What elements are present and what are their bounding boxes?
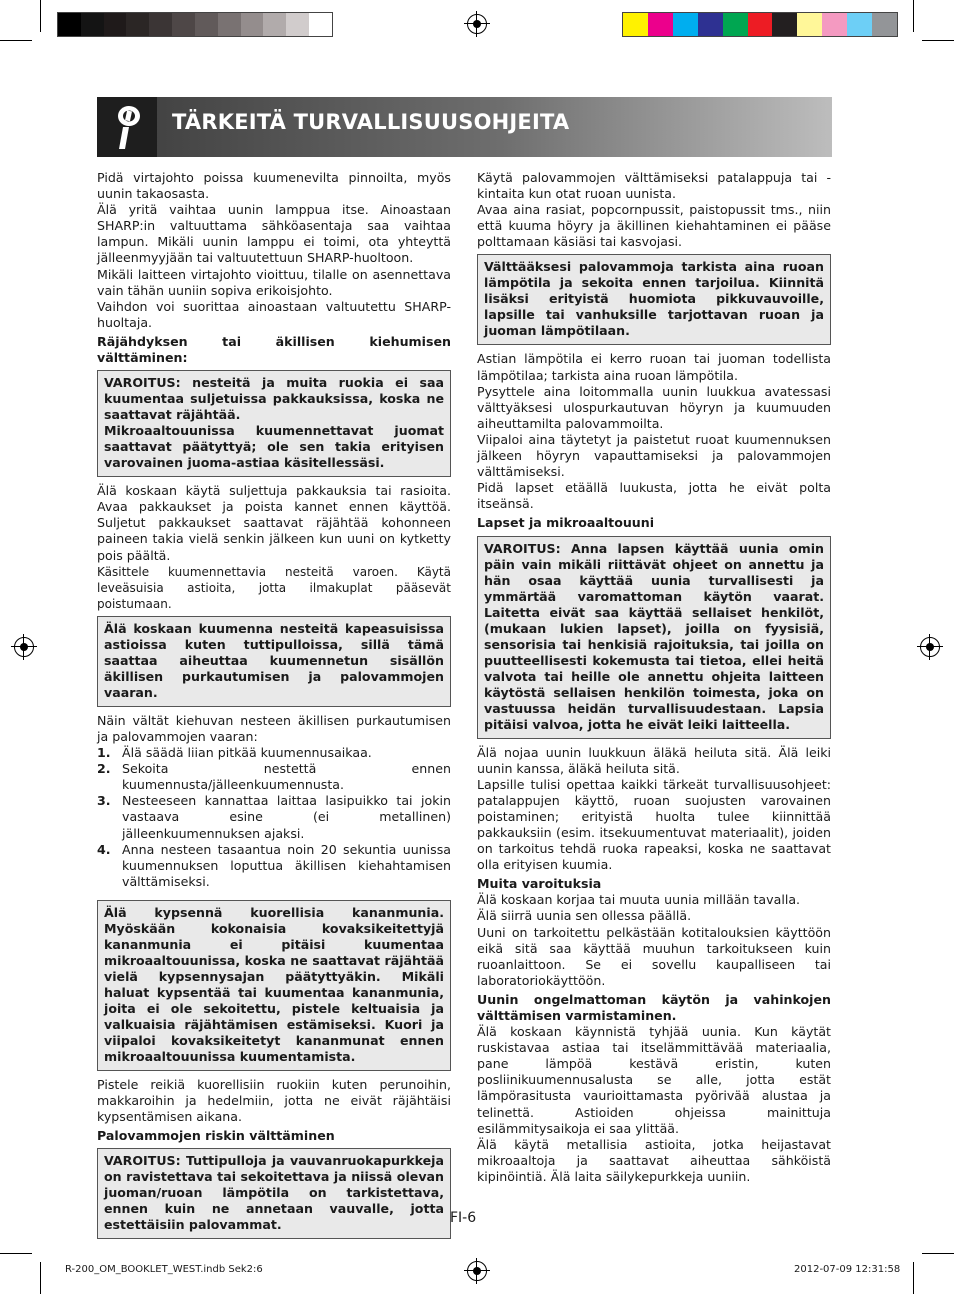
crop-mark (40, 0, 41, 32)
section-heading: Palovammojen riskin välttäminen (97, 1128, 335, 1144)
warning-text: Mikroaaltouunissa kuumennettavat juomat saattavat päätyttyä; ole sen takia erityisen varovainen juoma-astiaa käsitellessäsi. (104, 423, 444, 471)
paragraph: Näin vältät kiehuvan nesteen äkillisen purkautumisen ja palovammojen vaaran: (97, 712, 451, 744)
section-heading: Uunin ongelmattoman käytön ja vahinkojen välttämisen varmistaminen. (477, 991, 831, 1023)
grayscale-calibration-bar (57, 12, 333, 37)
paragraph: Uuni on tarkoitettu pelkästään kotitalouksien käyttöön eikä sitä saa käyttää muuhun tarkoitukseen kuin ruoanlaittoon. Se ei sovellu kaupalliseen tai laboratoriokäyttöön. (477, 924, 831, 988)
color-swatch (648, 13, 673, 36)
color-swatch (822, 13, 847, 36)
paragraph: Pidä lapset etäällä luukusta, jotta he eivät polta itseänsä. (477, 480, 831, 512)
warning-text: Välttääksesi palovammoja tarkista aina ruoan lämpötila ja sekoita ennen tarjoilua. Kiinnitä lisäksi erityistä huomiota pikkuvauvoille, lapsille tai vanhuksille tarjottavan ruoan ja juoman lämpötilaan. (484, 259, 824, 339)
paragraph: Avaa aina rasiat, popcornpussit, paistopussit tms., niin että kuuma höyry ja äkillinen kiehahtaminen ei pääse polttamaan käsiäsi tai kasvojasi. (477, 202, 831, 250)
paragraph: Älä koskaan korjaa tai muuta uunia millään tavalla. (477, 892, 801, 908)
gray-swatch (286, 13, 309, 36)
color-swatch (847, 13, 872, 36)
color-swatch (698, 13, 723, 36)
list-item: 2. Sekoita nestettä ennen kuumennusta/jälleenkuumennusta. (97, 761, 451, 793)
gray-swatch (241, 13, 264, 36)
warning-box (97, 616, 451, 707)
crop-mark (40, 1262, 41, 1294)
color-swatch (872, 13, 897, 36)
crop-mark (922, 1253, 954, 1254)
crop-mark (913, 1262, 914, 1294)
color-swatch (673, 13, 698, 36)
crop-mark (913, 0, 914, 32)
right-column (477, 170, 831, 1185)
info-icon (97, 97, 157, 157)
section-heading: Räjähdyksen tai äkillisen kiehumisen välttäminen: (97, 333, 451, 366)
gray-swatch (263, 13, 286, 36)
steps-list (97, 745, 451, 890)
color-swatch (797, 13, 822, 36)
crop-mark (0, 40, 32, 41)
paragraph: Käytä palovammojen välttämiseksi patalappuja tai -kintaita kun otat ruoan uunista. (477, 170, 831, 202)
section-heading: Lapset ja mikroaaltouuni (477, 515, 655, 531)
paragraph: Älä koskaan käytä suljettuja pakkauksia tai rasioita. Avaa pakkaukset ja poista kannet ennen käyttöä. Suljetut pakkaukset saattavat räjähtää kohonneen paineen takia vielä senkin jälkeen kun uuni on kytketty pois päältä. (97, 483, 451, 563)
paragraph: Älä nojaa uunin luukkuun äläkä heiluta sitä. Älä leiki uunin kanssa, äläkä heiluta sitä. (477, 744, 831, 776)
page-title: TÄRKEITÄ TURVALLISUUSOHJEITA (172, 110, 570, 134)
gray-swatch (218, 13, 241, 36)
registration-mark-icon (920, 637, 940, 657)
warning-text: Älä koskaan kuumenna nesteitä kapeasuisissa astioissa kuten tuttipulloissa, sillä tämä saattaa aiheuttaa kuumennetun sisällön äkillisen purkautumisen ja palovammojen vaaran. (104, 620, 444, 700)
paragraph: Mikäli laitteen virtajohto vioittuu, tilalle on asennettava vain tähän uuniin sopiva erikoisjohto. (97, 266, 451, 298)
gray-swatch (126, 13, 149, 36)
page-number: FI-6 (450, 1210, 477, 1226)
registration-mark-icon (467, 1261, 487, 1281)
registration-mark-icon (14, 637, 34, 657)
paragraph: Lapsille tulisi opettaa kaikki tärkeät turvallisuusohjeet: patalappujen käyttö, ruoan suojusten varovainen poistaminen; erityistä huolta tulee kiinnittää pakkauksiin (esim. itsekuumentuvat materiaalit), joiden on tarkoitus tehdä ruoka rapeaksi, koska ne saattavat olla erityisen kuumia. (477, 776, 831, 873)
section-heading: Muita varoituksia (477, 876, 602, 892)
color-swatch (772, 13, 797, 36)
color-swatch (723, 13, 748, 36)
paragraph: Pysyttele aina loitommalla uunin luukkua avatessasi välttyäksesi ulospurkautuvan höyryn ja kuumuuden aiheuttamilta palovammoilta. (477, 383, 831, 431)
color-swatch (623, 13, 648, 36)
paragraph: Pistele reikiä kuorellisiin ruokiin kuten perunoihin, makkaroihin ja hedelmiin, jotta ne eivät räjähtäisi kypsentämisen aikana. (97, 1076, 451, 1125)
paragraph: Käsittele kuumennettavia nesteitä varoen. Käytä leveäsuisia astioita, jotta ilmakuplat pääsevät poistumaan. (97, 564, 451, 611)
print-file-info: R-200_OM_BOOKLET_WEST.indb Sek2:6 (65, 1264, 263, 1275)
list-item: 3. Nesteeseen kannattaa laittaa lasipuikko tai jokin vastaava esine (ei metallinen) jälleenkuumennuksen ajaksi. (97, 793, 451, 841)
color-calibration-bar (622, 12, 898, 37)
paragraph: Älä koskaan käynnistä tyhjää uunia. Kun käytät ruskistavaa astiaa tai itselämmittävää materiaalia, pane lämpöä kestävä eristin, kuten posliinikuumennusalusta se alle, jotta estät lämpörasitusta vaurioittamasta pyörivää alustaa ja telinettä. Astioiden ohjeissa mainittuja esilämmitysaikoja ei saa ylittää. (477, 1024, 831, 1136)
crop-mark (922, 40, 954, 41)
gray-swatch (104, 13, 127, 36)
warning-box (97, 370, 451, 477)
registration-mark-icon (467, 14, 487, 34)
warning-text: Älä kypsennä kuorellisia kananmunia. Myöskään kokonaisia kovaksikeitettyjä kananmunia ei pitäisi kuumentaa mikroaaltouunissa, koska ne saattavat räjähtää vielä kypsennysajan päätyttyäkin. Mikäli haluat kypsentää tai kuumentaa kananmunia, joita ei ole sekoitettu, pistele keltuaisia ja valkuaisia räjähtämisen estämiseksi. Kuori ja viipaloi kovaksikeitetyt kananmunat ennen mikroaaltouunissa kuumentamista. (104, 904, 444, 1064)
list-item: 4. Anna nesteen tasaantua noin 20 sekuntia uunissa kuumennuksen loputtua äkillisen kiehahtamisen välttämiseksi. (97, 841, 451, 889)
crop-mark (0, 1253, 32, 1254)
gray-swatch (195, 13, 218, 36)
color-swatch (748, 13, 773, 36)
list-item: 1. Älä säädä liian pitkää kuumennusaikaa. (97, 745, 372, 761)
gray-swatch (81, 13, 104, 36)
paragraph: Älä siirrä uunia sen ollessa päällä. (477, 908, 692, 924)
warning-text: VAROITUS: Tuttipulloja ja vauvanruokapurkkeja on ravistettava tai sekoitettava ja niissä olevan juoman/ruoan lämpötila on tarkistettava, ennen kuin ne annetaan vauvalle, jotta estettäisiin palovammat. (104, 1153, 444, 1233)
gray-swatch (172, 13, 195, 36)
warning-box (477, 254, 831, 345)
warning-text: VAROITUS: nesteitä ja muita ruokia ei saa kuumentaa suljetuissa pakkauksissa, koska ne saattavat räjähtää. (104, 375, 444, 423)
paragraph: Pidä virtajohto poissa kuumenevilta pinnoilta, myös uunin takaosasta. (97, 170, 451, 202)
left-column (97, 170, 451, 1245)
paragraph: Vaihdon voi suorittaa ainoastaan valtuutettu SHARP-huoltaja. (97, 298, 451, 330)
warning-box (97, 1148, 451, 1239)
paragraph: Älä käytä metallisia astioita, jotka heijastavat mikroaaltoja ja saattavat aiheuttaa sähköistä kipinöintiä. Älä laita säilykepurkkeja uuniin. (477, 1136, 831, 1184)
warning-box (97, 900, 451, 1071)
paragraph: Viipaloi aina täytetyt ja paistetut ruoat kuumennuksen jälkeen höyryn vapauttamiseksi ja palovammojen välttämiseksi. (477, 431, 831, 480)
warning-box (477, 536, 831, 739)
paragraph: Älä yritä vaihtaa uunin lamppua itse. Ainoastaan SHARP:in valtuuttama sähköasentaja saa vaihtaa lampun. Mikäli uunin lamppu ei toimi, ota yhteyttä jälleenmyyjään tai valtuutettuun SHARP-huoltoon. (97, 202, 451, 266)
gray-swatch (149, 13, 172, 36)
warning-text: VAROITUS: Anna lapsen käyttää uunia omin päin vain mikäli riittävät ohjeet on annettu ja hän osaa käyttää uunia turvallisesti ja ymmärtää varomattoman käytön vaarat. Laitetta eivät saa käyttää sellaiset henkilöt, (mukaan lukien lapset), joilla on fyysisiä, sensorisia tai henkisiä rajoituksia, tai joilla on puutteellisesti kokemusta tai tietoa, ellei heitä valvota tai heille ole annettu ohjeita laitteen käytöstä sellaisen henkilön toimesta, joka on vastuussa heidän turvallisuudestaan. Lapsia pitäisi valvoa, jotta he eivät leiki laitteella. (484, 540, 824, 732)
print-timestamp: 2012-07-09 12:31:58 (794, 1264, 901, 1275)
gray-swatch (58, 13, 81, 36)
gray-swatch (309, 13, 332, 36)
paragraph: Astian lämpötila ei kerro ruoan tai juoman todellista lämpötilaa; tarkista aina ruoan lämpötila. (477, 351, 831, 383)
